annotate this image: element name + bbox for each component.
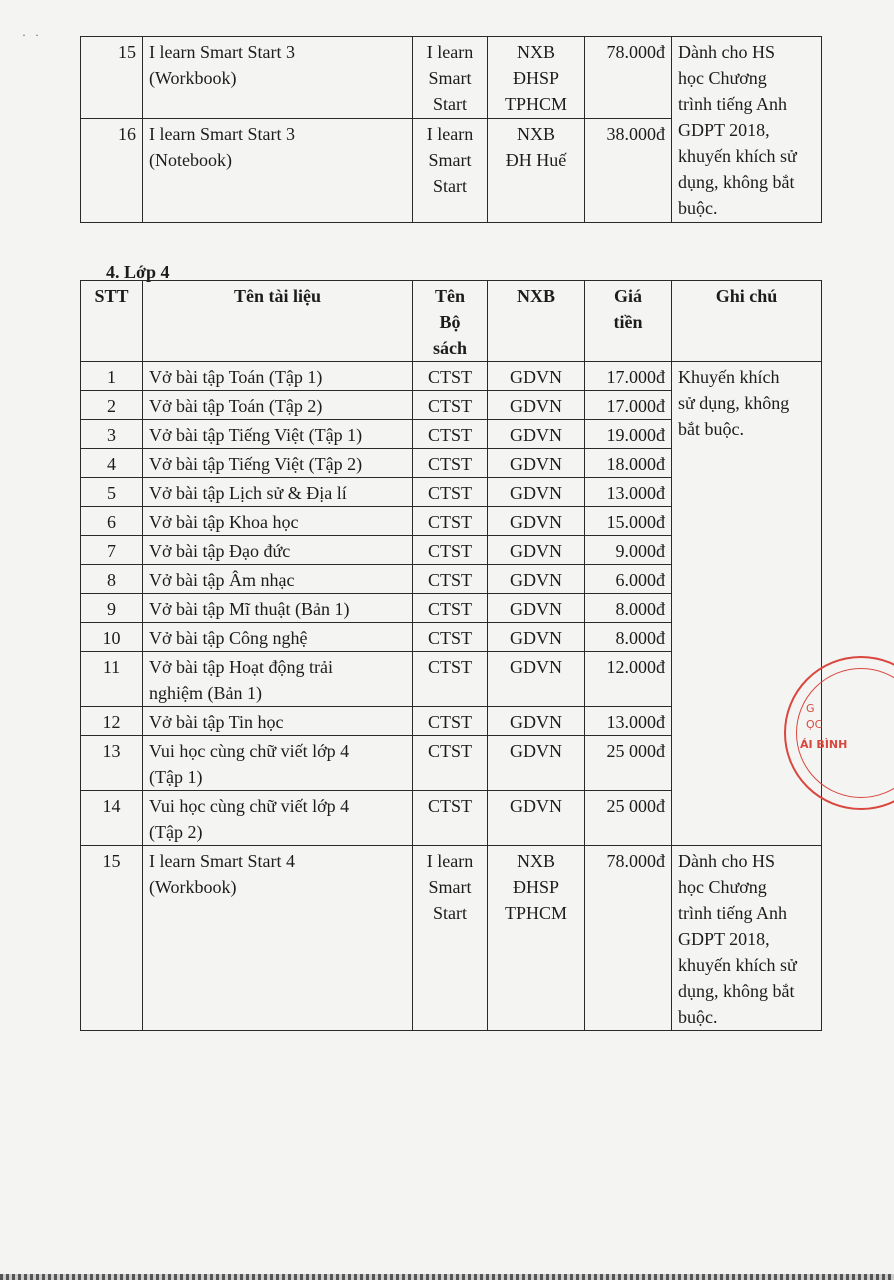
publisher-cell bbox=[488, 846, 585, 1031]
stt-cell: 15 bbox=[81, 846, 143, 1031]
stt-cell: 2 bbox=[81, 391, 143, 420]
note-line: học Chương bbox=[678, 877, 767, 897]
series-line: Smart bbox=[428, 150, 472, 170]
series-line: Start bbox=[433, 94, 467, 114]
publisher-line: NXB bbox=[516, 851, 555, 871]
stamp-text: G bbox=[806, 702, 815, 715]
series-cell: CTST bbox=[413, 391, 488, 420]
series-line: I learn bbox=[426, 42, 474, 62]
note-line: GDPT 2018, bbox=[678, 929, 770, 949]
header-publisher: NXB bbox=[488, 281, 585, 362]
document-name-cell bbox=[143, 420, 413, 449]
stamp-text: ÁI BÌNH bbox=[800, 738, 848, 751]
publisher-cell bbox=[488, 119, 585, 223]
series-cell: CTST bbox=[413, 507, 488, 536]
publisher-cell: GDVN bbox=[488, 736, 585, 791]
note-line: buộc. bbox=[678, 198, 718, 218]
stt-cell: 12 bbox=[81, 707, 143, 736]
header-note: Ghi chú bbox=[672, 281, 822, 362]
stt-cell: 16 bbox=[81, 119, 143, 223]
price-cell: 25 000đ bbox=[585, 791, 672, 846]
note-cell bbox=[672, 846, 822, 1031]
grade4-table bbox=[80, 280, 822, 1031]
series-cell bbox=[413, 119, 488, 223]
name-line: Vở bài tập Khoa học bbox=[149, 512, 299, 532]
price-cell: 78.000đ bbox=[585, 846, 672, 1031]
document-name-cell bbox=[143, 37, 413, 119]
section-title: Lớp 4 bbox=[124, 262, 170, 282]
publisher-cell: GDVN bbox=[488, 623, 585, 652]
document-name-cell bbox=[143, 791, 413, 846]
section-number: 4. bbox=[106, 262, 120, 282]
grade4-body bbox=[81, 362, 822, 1031]
scan-specks: · · bbox=[22, 28, 39, 42]
document-name-cell bbox=[143, 536, 413, 565]
series-cell: CTST bbox=[413, 707, 488, 736]
series-cell: CTST bbox=[413, 736, 488, 791]
series-cell: CTST bbox=[413, 536, 488, 565]
document-name-cell bbox=[143, 507, 413, 536]
publisher-cell: GDVN bbox=[488, 594, 585, 623]
name-line: Vở bài tập Toán (Tập 1) bbox=[149, 367, 323, 387]
document-name-cell bbox=[143, 119, 413, 223]
document-name-cell bbox=[143, 565, 413, 594]
scan-edge bbox=[0, 1274, 894, 1280]
note-line: Khuyến khích bbox=[678, 367, 780, 387]
header-series-line: Tên bbox=[434, 286, 465, 306]
name-line: (Tập 2) bbox=[149, 822, 203, 842]
name-line: (Tập 1) bbox=[149, 767, 203, 787]
series-cell: CTST bbox=[413, 623, 488, 652]
name-line: I learn Smart Start 3 bbox=[149, 42, 295, 62]
publisher-line: ĐH Huế bbox=[505, 150, 567, 170]
note-line: GDPT 2018, bbox=[678, 120, 770, 140]
note-line: dụng, không bắt bbox=[678, 981, 795, 1001]
document-name-cell bbox=[143, 707, 413, 736]
publisher-line: TPHCM bbox=[504, 94, 567, 114]
price-cell: 9.000đ bbox=[585, 536, 672, 565]
publisher-cell: GDVN bbox=[488, 478, 585, 507]
stamp-ring bbox=[796, 668, 894, 798]
name-line: Vở bài tập Toán (Tập 2) bbox=[149, 396, 323, 416]
note-line: dụng, không bắt bbox=[678, 172, 795, 192]
publisher-cell: GDVN bbox=[488, 791, 585, 846]
name-line: Vở bài tập Mĩ thuật (Bản 1) bbox=[149, 599, 350, 619]
series-cell: CTST bbox=[413, 478, 488, 507]
stt-cell: 1 bbox=[81, 362, 143, 391]
name-line: Vui học cùng chữ viết lớp 4 bbox=[149, 741, 350, 761]
name-line: (Workbook) bbox=[149, 68, 237, 88]
name-line: Vở bài tập Tin học bbox=[149, 712, 284, 732]
note-line: học Chương bbox=[678, 68, 767, 88]
stt-cell: 7 bbox=[81, 536, 143, 565]
note-line: khuyến khích sử bbox=[678, 146, 797, 166]
series-line: Smart bbox=[428, 877, 472, 897]
document-name-cell bbox=[143, 362, 413, 391]
price-cell: 8.000đ bbox=[585, 623, 672, 652]
price-cell: 8.000đ bbox=[585, 594, 672, 623]
note-line: trình tiếng Anh bbox=[678, 94, 787, 114]
name-line: Vở bài tập Lịch sử & Địa lí bbox=[149, 483, 347, 503]
note-line: sử dụng, không bbox=[678, 393, 790, 413]
price-cell: 12.000đ bbox=[585, 652, 672, 707]
series-cell: CTST bbox=[413, 791, 488, 846]
note-line: khuyến khích sử bbox=[678, 955, 797, 975]
document-name-cell bbox=[143, 652, 413, 707]
series-cell: CTST bbox=[413, 594, 488, 623]
publisher-cell: GDVN bbox=[488, 362, 585, 391]
series-cell: CTST bbox=[413, 565, 488, 594]
publisher-cell bbox=[488, 37, 585, 119]
stt-cell: 13 bbox=[81, 736, 143, 791]
publisher-line: NXB bbox=[516, 124, 555, 144]
header-series-line: Bộ bbox=[439, 312, 461, 332]
price-cell: 6.000đ bbox=[585, 565, 672, 594]
document-name-cell bbox=[143, 594, 413, 623]
stt-cell: 8 bbox=[81, 565, 143, 594]
header-row bbox=[81, 281, 822, 362]
publisher-cell: GDVN bbox=[488, 391, 585, 420]
name-line: Vở bài tập Âm nhạc bbox=[149, 570, 295, 590]
table-row bbox=[81, 846, 822, 1031]
document-name-cell bbox=[143, 478, 413, 507]
name-line: Vở bài tập Đạo đức bbox=[149, 541, 291, 561]
price-cell: 17.000đ bbox=[585, 362, 672, 391]
price-cell: 78.000đ bbox=[585, 37, 672, 119]
note-line: trình tiếng Anh bbox=[678, 903, 787, 923]
header-stt: STT bbox=[81, 281, 143, 362]
price-cell: 13.000đ bbox=[585, 478, 672, 507]
series-cell: CTST bbox=[413, 362, 488, 391]
stt-cell: 5 bbox=[81, 478, 143, 507]
publisher-cell: GDVN bbox=[488, 565, 585, 594]
series-cell bbox=[413, 37, 488, 119]
series-line: I learn bbox=[426, 851, 474, 871]
price-cell: 17.000đ bbox=[585, 391, 672, 420]
series-cell: CTST bbox=[413, 449, 488, 478]
table-row bbox=[81, 37, 822, 119]
publisher-cell: GDVN bbox=[488, 420, 585, 449]
stt-cell: 15 bbox=[81, 37, 143, 119]
name-line: Vở bài tập Hoạt động trải bbox=[149, 657, 333, 677]
price-cell: 19.000đ bbox=[585, 420, 672, 449]
stt-cell: 9 bbox=[81, 594, 143, 623]
price-cell: 15.000đ bbox=[585, 507, 672, 536]
publisher-line: ĐHSP bbox=[512, 68, 560, 88]
price-cell: 25 000đ bbox=[585, 736, 672, 791]
document-name-cell bbox=[143, 846, 413, 1031]
name-line: Vui học cùng chữ viết lớp 4 bbox=[149, 796, 350, 816]
series-cell: CTST bbox=[413, 420, 488, 449]
name-line: I learn Smart Start 3 bbox=[149, 124, 295, 144]
header-price-line: Giá bbox=[613, 286, 642, 306]
note-cell bbox=[672, 37, 822, 223]
document-name-cell bbox=[143, 623, 413, 652]
stt-cell: 3 bbox=[81, 420, 143, 449]
name-line: I learn Smart Start 4 bbox=[149, 851, 295, 871]
price-cell: 18.000đ bbox=[585, 449, 672, 478]
note-line: bắt buộc. bbox=[678, 419, 744, 439]
stt-cell: 14 bbox=[81, 791, 143, 846]
header-price-line: tiền bbox=[613, 312, 643, 332]
document-name-cell bbox=[143, 391, 413, 420]
name-line: nghiệm (Bản 1) bbox=[149, 683, 262, 703]
header-series-line: sách bbox=[432, 338, 467, 358]
name-line: Vở bài tập Tiếng Việt (Tập 1) bbox=[149, 425, 363, 445]
name-line: Vở bài tập Công nghệ bbox=[149, 628, 308, 648]
publisher-cell: GDVN bbox=[488, 536, 585, 565]
publisher-cell: GDVN bbox=[488, 707, 585, 736]
publisher-cell: GDVN bbox=[488, 449, 585, 478]
publisher-line: ĐHSP bbox=[512, 877, 560, 897]
price-cell: 38.000đ bbox=[585, 119, 672, 223]
publisher-line: NXB bbox=[516, 42, 555, 62]
series-line: Start bbox=[433, 176, 467, 196]
series-line: I learn bbox=[426, 124, 474, 144]
publisher-cell: GDVN bbox=[488, 652, 585, 707]
note-line: Dành cho HS bbox=[678, 851, 775, 871]
document-name-cell bbox=[143, 449, 413, 478]
price-cell: 13.000đ bbox=[585, 707, 672, 736]
stamp-text: ỌC bbox=[806, 718, 823, 731]
header-series bbox=[413, 281, 488, 362]
name-line: (Notebook) bbox=[149, 150, 232, 170]
stt-cell: 11 bbox=[81, 652, 143, 707]
stt-cell: 10 bbox=[81, 623, 143, 652]
series-cell bbox=[413, 846, 488, 1031]
name-line: (Workbook) bbox=[149, 877, 237, 897]
document-name-cell bbox=[143, 736, 413, 791]
header-name: Tên tài liệu bbox=[143, 281, 413, 362]
grade3-continuation-table bbox=[80, 36, 822, 223]
note-line: Dành cho HS bbox=[678, 42, 775, 62]
stt-cell: 6 bbox=[81, 507, 143, 536]
header-price bbox=[585, 281, 672, 362]
stt-cell: 4 bbox=[81, 449, 143, 478]
series-cell: CTST bbox=[413, 652, 488, 707]
table-row bbox=[81, 362, 822, 391]
series-line: Smart bbox=[428, 68, 472, 88]
publisher-cell: GDVN bbox=[488, 507, 585, 536]
series-line: Start bbox=[433, 903, 467, 923]
name-line: Vở bài tập Tiếng Việt (Tập 2) bbox=[149, 454, 363, 474]
publisher-line: TPHCM bbox=[504, 903, 567, 923]
note-line: buộc. bbox=[678, 1007, 718, 1027]
